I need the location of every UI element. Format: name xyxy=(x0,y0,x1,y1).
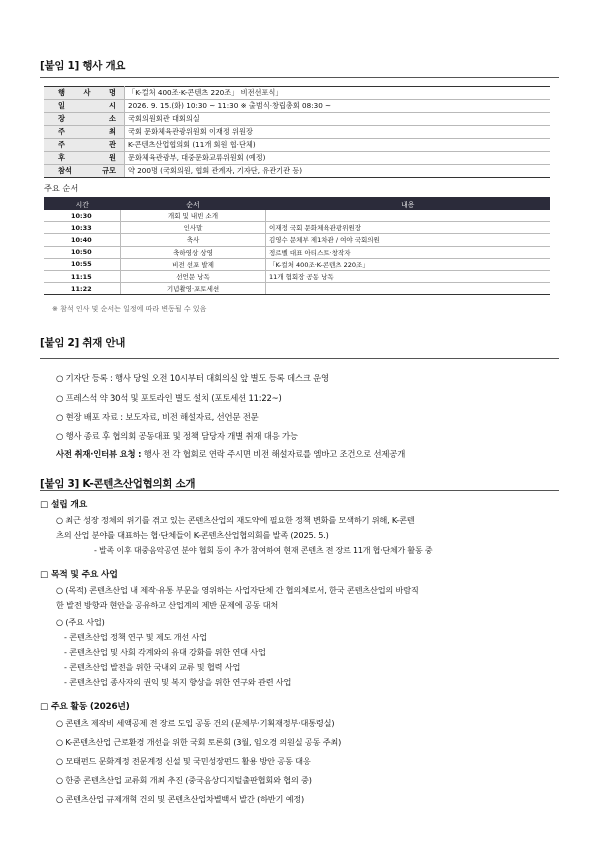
activity-line-3: ○ 모태펀드 문화계정 전문계정 신설 및 국민성장펀드 활용 방안 공동 대응 xyxy=(56,756,311,766)
schedule-order: 기념촬영·포토세션 xyxy=(121,283,266,295)
info-value: 2026. 9. 15.(화) 10:30 ~ 11:30 ※ 출범식·창립총회 08:30 ~ xyxy=(125,100,551,113)
info-row xyxy=(44,152,550,165)
info-row xyxy=(44,126,550,139)
info-row xyxy=(44,100,550,113)
attach1-rule xyxy=(40,77,559,78)
activities-heading: □ 주요 활동 (2026년) xyxy=(40,702,130,712)
activity-line-2: ○ K-콘텐츠산업 근로환경 개선을 위한 국회 토론회 (3월, 임오경 의원실 공동 주최) xyxy=(56,737,342,747)
attach2-title: [붙임 2] 취재 안내 xyxy=(40,337,126,349)
purpose-line-2: 한 발전 방향과 현안을 공유하고 산업계의 제반 문제에 공동 대처 xyxy=(56,600,279,610)
info-value: 국회 문화체육관광위원회 이재정 위원장 xyxy=(125,126,551,139)
info-key: 주 관 xyxy=(44,139,125,152)
schedule-header-detail: 내용 xyxy=(266,197,551,210)
info-key: 참석 규모 xyxy=(44,165,125,178)
schedule-time: 10:50 xyxy=(44,246,121,258)
schedule-time: 10:33 xyxy=(44,222,121,234)
info-row xyxy=(44,113,550,126)
press-item-1: ○ 기자단 등록 : 행사 당일 오전 10시부터 대회의실 앞 별도 등록 데스크 운영 xyxy=(56,373,329,383)
schedule-time: 11:22 xyxy=(44,283,121,295)
schedule-row xyxy=(44,222,550,234)
activity-line-1: ○ 콘텐츠 제작비 세액공제 전 장르 도입 공동 건의 (문체부·기획재정부·대통령실) xyxy=(56,718,335,728)
info-row xyxy=(44,165,550,178)
purpose-line-6: - 콘텐츠산업 발전을 위한 국내외 교류 및 협력 사업 xyxy=(64,662,241,672)
interview-request xyxy=(56,448,405,460)
purpose-line-3: ○ (주요 사업) xyxy=(56,617,105,627)
schedule-order: 축하영상 상영 xyxy=(121,246,266,258)
schedule-order: 축사 xyxy=(121,234,266,246)
info-value: K-콘텐츠산업협의회 (11개 회원 협·단체) xyxy=(125,139,551,152)
info-key: 후 원 xyxy=(44,152,125,165)
info-key: 일 시 xyxy=(44,100,125,113)
schedule-note: ※ 참석 인사 및 순서는 일정에 따라 변동될 수 있음 xyxy=(52,305,207,313)
schedule-time: 10:55 xyxy=(44,258,121,270)
info-value: 약 200명 (국회의원, 협회 관계자, 기자단, 유관기관 등) xyxy=(125,165,551,178)
info-value: 「K-컬처 400조·K-콘텐츠 220조」 비전선포식」 xyxy=(125,87,551,100)
founding-heading: □ 설립 개요 xyxy=(40,500,88,510)
founding-line-2: 츠의 산업 분야를 대표하는 협·단체들이 K-콘텐츠산업협의회를 발족 (2025. 5.) xyxy=(56,530,329,540)
purpose-line-7: - 콘텐츠산업 종사자의 권익 및 복지 향상을 위한 연구와 관련 사업 xyxy=(64,677,292,687)
schedule-header-time: 시간 xyxy=(44,197,121,210)
founding-line-1: ○ 최근 성장 정체의 위기를 겪고 있는 콘텐츠산업의 재도약에 필요한 정책 변화를 모색하기 위해, K-콘텐 xyxy=(56,515,415,525)
info-key: 행 사 명 xyxy=(44,87,125,100)
interview-text: 행사 전 각 협회로 연락 주시면 비전 해설자료를 엠바고 조건으로 선제공개 xyxy=(141,449,406,459)
activity-line-5: ○ 콘텐츠산업 규제개혁 건의 및 콘텐츠산업차별백서 발간 (하반기 예정) xyxy=(56,794,305,804)
schedule-order: 비전 선포 발제 xyxy=(121,258,266,270)
attach1-title: [붙임 1] 행사 개요 xyxy=(40,60,126,72)
info-value: 문화체육관광부, 대중문화교류위원회 (예정) xyxy=(125,152,551,165)
schedule-order: 선언문 낭독 xyxy=(121,270,266,282)
press-item-4: ○ 행사 종료 후 협의회 공동대표 및 정책 담당자 개별 취재 대응 가능 xyxy=(56,431,298,441)
schedule-detail: 김영수 문체부 제1차관 / 여야 국회의원 xyxy=(266,234,551,246)
info-key: 주 최 xyxy=(44,126,125,139)
activity-line-4: ○ 한중 콘텐츠산업 교류회 개최 추진 (중국음상디지털출판협회와 협의 중) xyxy=(56,775,312,785)
schedule-detail: 이재정 국회 문화체육관광위원장 xyxy=(266,222,551,234)
attach2-rule xyxy=(40,358,559,359)
schedule-order: 인사말 xyxy=(121,222,266,234)
attach3-rule xyxy=(40,490,559,491)
schedule-row xyxy=(44,246,550,258)
info-row xyxy=(44,139,550,152)
schedule-time: 10:40 xyxy=(44,234,121,246)
schedule-header-order: 순서 xyxy=(121,197,266,210)
purpose-heading: □ 목적 및 주요 사업 xyxy=(40,570,118,580)
schedule-time: 10:30 xyxy=(44,210,121,222)
schedule-row xyxy=(44,270,550,282)
press-item-2: ○ 프레스석 약 30석 및 포토라인 별도 설치 (포토세션 11:22~) xyxy=(56,393,282,403)
schedule-detail: 11개 협회장 공동 낭독 xyxy=(266,270,551,282)
attach3-title: [붙임 3] K-콘텐츠산업협의회 소개 xyxy=(40,478,196,490)
schedule-order: 개회 및 내빈 소개 xyxy=(121,210,266,222)
schedule-row xyxy=(44,258,550,270)
schedule-detail xyxy=(266,283,551,295)
info-value: 국회의원회관 대회의실 xyxy=(125,113,551,126)
press-item-3: ○ 현장 배포 자료 : 보도자료, 비전 해설자료, 선언문 전문 xyxy=(56,412,259,422)
schedule-row xyxy=(44,210,550,222)
schedule-detail: 「K-컬처 400조·K-콘텐츠 220조」 xyxy=(266,258,551,270)
founding-line-3: - 발족 이후 대중음악공연 분야 협회 등이 추가 참여하여 현재 콘텐츠 전 장르 11개 협·단체가 활동 중 xyxy=(94,546,433,555)
interview-label: 사전 취재·인터뷰 요청 : xyxy=(56,449,142,459)
schedule-detail xyxy=(266,210,551,222)
schedule-time: 11:15 xyxy=(44,270,121,282)
purpose-line-4: - 콘텐츠산업 정책 연구 및 제도 개선 사업 xyxy=(64,632,207,642)
purpose-line-5: - 콘텐츠산업 및 사회 각계와의 유대 강화를 위한 연대 사업 xyxy=(64,647,266,657)
info-key: 장 소 xyxy=(44,113,125,126)
schedule-label: 주요 순서 xyxy=(44,183,79,193)
schedule-row xyxy=(44,234,550,246)
schedule-row xyxy=(44,283,550,295)
schedule-table xyxy=(44,197,550,295)
info-row xyxy=(44,87,550,100)
schedule-detail: 정르벨 대표 아티스트·창작자 xyxy=(266,246,551,258)
event-info-table xyxy=(44,86,550,178)
purpose-line-1: ○ (목적) 콘텐츠산업 내 제작·유통 부문을 영위하는 사업자단체 간 협의체로서, 한국 콘텐츠산업의 바람직 xyxy=(56,585,419,595)
